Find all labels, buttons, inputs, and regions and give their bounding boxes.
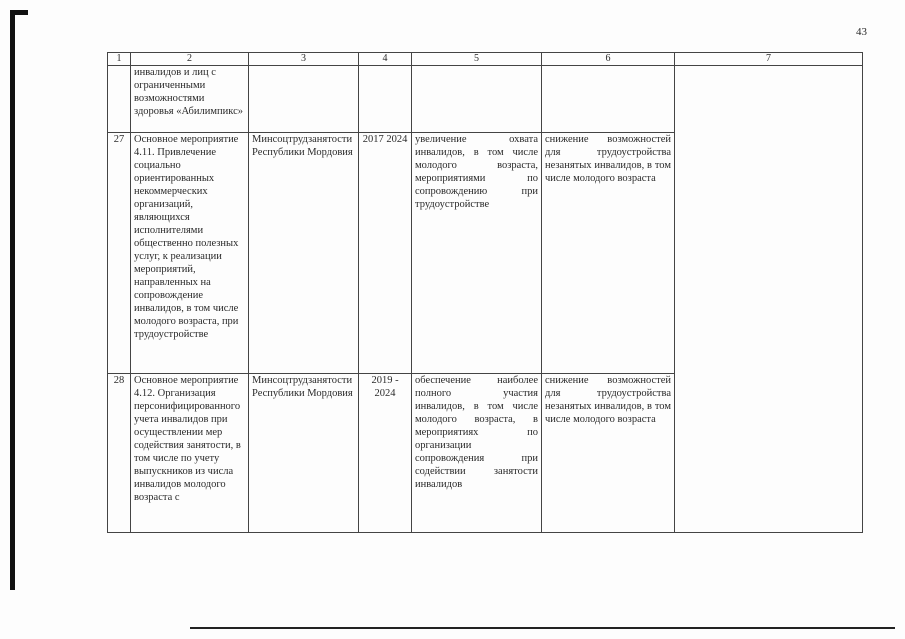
row-number-cell	[108, 66, 131, 133]
scan-border-mark	[10, 10, 15, 590]
executor-cell: Минсоцтрудзанятости Республики Мордовия	[249, 133, 359, 374]
row-number-cell: 27	[108, 133, 131, 374]
executor-cell	[249, 66, 359, 133]
row-number-cell: 28	[108, 374, 131, 533]
consequence-cell: снижение возможностей для трудоустройства незанятых инвалидов, в том числе молодого возраста	[542, 374, 675, 533]
result-cell: увеличение охвата инвалидов, в том числе молодого возраста, мероприятиями по сопровождению при трудоустройстве	[412, 133, 542, 374]
measure-cell: Основное мероприятие 4.12. Организация персонифицированного учета инвалидов при осуществлении мер содействия занятости, в том числе по учету выпускников из числа инвалидов молодого возраста с	[131, 374, 249, 533]
scan-border-mark-top	[10, 10, 28, 15]
measure-cell: инвалидов и лиц с ограниченными возможностями здоровья «Абилимпикс»	[131, 66, 249, 133]
executor-cell: Минсоцтрудзанятости Республики Мордовия	[249, 374, 359, 533]
table-header-row	[108, 53, 863, 66]
column-header: 5	[412, 53, 542, 66]
measure-cell: Основное мероприятие 4.11. Привлечение социально ориентированных некоммерческих организаций, являющихся исполнителями общественно полезных услуг, к реализации мероприятий, направленных на сопровождение инвалидов, в том числе молодого возраста, при трудоустройстве	[131, 133, 249, 374]
consequence-cell	[542, 66, 675, 133]
table-row	[108, 66, 863, 133]
measures-table	[107, 52, 863, 533]
column-header: 6	[542, 53, 675, 66]
page-number: 43	[856, 26, 867, 38]
column-header: 3	[249, 53, 359, 66]
note-cell	[675, 66, 863, 533]
years-cell: 2019 - 2024	[359, 374, 412, 533]
column-header: 1	[108, 53, 131, 66]
years-cell	[359, 66, 412, 133]
column-header: 4	[359, 53, 412, 66]
scan-bottom-line	[190, 627, 895, 629]
result-cell	[412, 66, 542, 133]
result-cell: обеспечение наиболее полного участия инвалидов, в том числе молодого возраста, в мероприятиях по организации сопровождения при содействии занятости инвалидов	[412, 374, 542, 533]
consequence-cell: снижение возможностей для трудоустройства незанятых инвалидов, в том числе молодого возраста	[542, 133, 675, 374]
column-header: 7	[675, 53, 863, 66]
column-header: 2	[131, 53, 249, 66]
years-cell: 2017 2024	[359, 133, 412, 374]
